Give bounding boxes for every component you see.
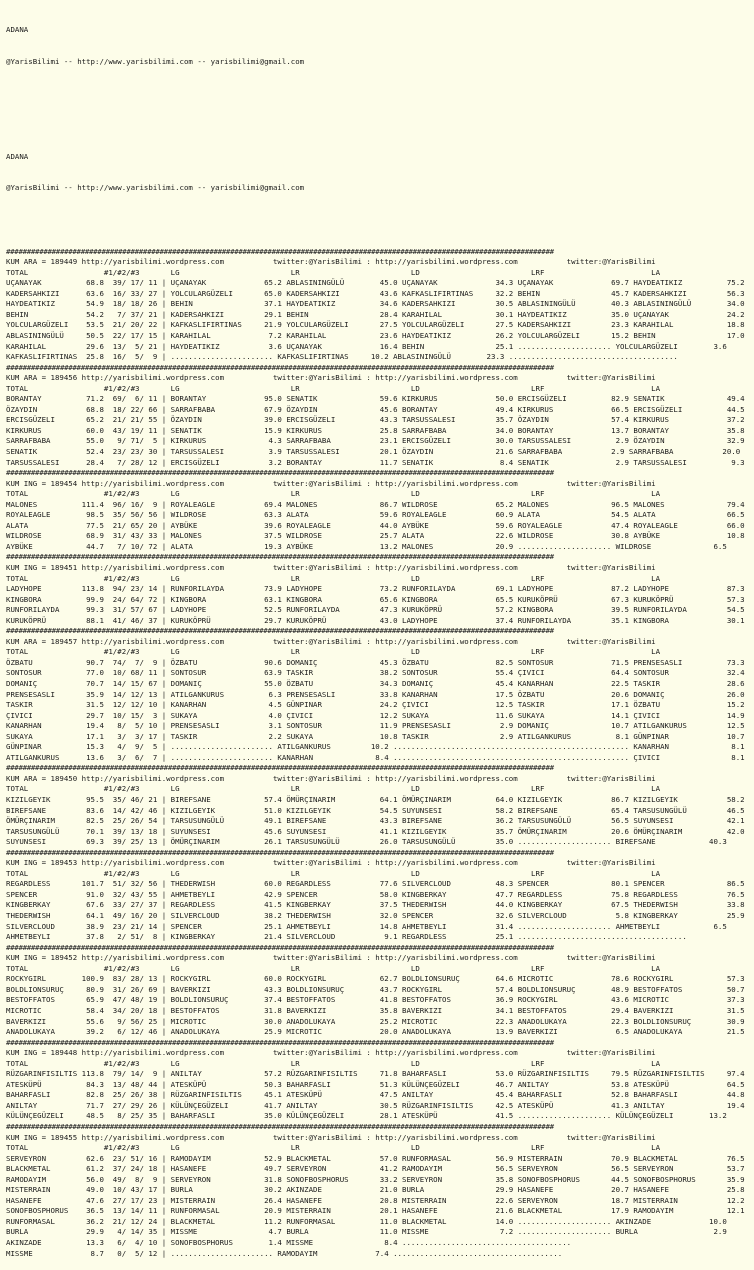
- table-row: ERCISGÜZELI 65.2 21/ 21/ 55 | ÖZAYDIN 39.0 ERCISGÜZELI 43.3 TARSUSSALESI 35.7 ÖZAYDIN 57.4 KIRKURUS 37.2: [6, 415, 745, 425]
- table-row: AKINZADE 13.3 6/ 4/ 10 | SONOFBOSPHORUS 1.4 MISSME 8.4 ......................................: [6, 1237, 572, 1247]
- table-row: PRENSESASLI 35.9 14/ 12/ 13 | ATILGANKURUS 6.3 PRENSESASLI 33.8 KANARHAN 17.5 ÖZBATU 20.6 DOMANIÇ 26.0: [6, 689, 745, 699]
- table-row: KÜLÜNÇEGÜZELI 48.5 8/ 25/ 35 | BAHARFASLI 35.0 KÜLÜNÇEGÜZELI 28.1 ATESKÜPÜ 41.5 ..................... KÜLÜNÇEGÜZELI 13.2: [6, 1111, 727, 1121]
- table-row: KINGBERKAY 67.6 33/ 27/ 37 | REGARDLESS 41.5 KINGBERKAY 37.5 THEDERWISH 44.0 KINGBERKAY 67.5 THEDERWISH 33.8: [6, 900, 745, 910]
- separator-line: ####################################################################################################################################: [6, 246, 554, 256]
- table-row: RUNFORMASAL 36.2 21/ 12/ 24 | BLACKMETAL 11.2 RUNFORMASAL 11.0 BLACKMETAL 14.0 ..................... AKINZADE 10.0: [6, 1216, 727, 1226]
- race-block: [6, 1122, 750, 1259]
- table-row: DOMANIÇ 70.7 14/ 15/ 67 | DOMANIÇ 55.0 ÖZBATU 34.3 DOMANIÇ 45.4 KANARHAN 22.5 TASKIR 28.6: [6, 679, 745, 688]
- race-title: KUM ING = 189448 http://yarisbilimi.wordpress.com twitter:@YarisBilimi : http://yarisbilimi.wordpress.com twitter:@YarisBilimi: [6, 1048, 656, 1058]
- table-row: BIREFSANE 83.6 14/ 42/ 46 | KIZILGEYIK 51.0 KIZILGEYIK 54.5 SUYUNSESI 58.2 BIREFSANE 65.4 TARSUSUNGÜLÜ 46.5: [6, 805, 745, 815]
- document: [6, 4, 750, 1270]
- table-row: BAVERKIZI 55.6 9/ 56/ 25 | MICROTIC 30.0 ANADOLUKAYA 25.2 MICROTIC 22.3 ANADOLUKAYA 22.3 BOLDLIONSURUÇ 30.9: [6, 1016, 745, 1026]
- table-row: KURUKÖPRÜ 88.1 41/ 46/ 37 | KURUKÖPRÜ 29.7 KURUKÖPRÜ 43.0 LADYHOPE 37.4 RUNFORILAYDA 35.1 KINGBORA 30.1: [6, 615, 745, 625]
- table-row: REGARDLESS 101.7 51/ 32/ 56 | THEDERWISH 60.0 REGARDLESS 77.6 SILVERCLOUD 48.3 SPENCER 80.1 SPENCER 86.5: [6, 879, 745, 889]
- table-row: BEHIN 54.2 7/ 37/ 21 | KADERSAHKIZI 29.1 BEHIN 28.4 KARAHILAL 30.1 HAYDEATIKIZ 35.0 UÇANAYAK 24.2: [6, 309, 745, 319]
- table-row: MALONES 111.4 96/ 16/ 9 | ROYALEAGLE 69.4 MALONES 86.7 WILDROSE 65.2 MALONES 96.5 MALONES 79.4: [6, 499, 745, 509]
- table-row: SARRAFBABA 55.0 9/ 71/ 5 | KIRKURUS 4.3 SARRAFBABA 23.1 ERCISGÜZELI 30.0 TARSUSSALESI 2.9 ÖZAYDIN 32.9: [6, 436, 745, 446]
- separator-line: ####################################################################################################################################: [6, 763, 554, 773]
- blank-line: [6, 215, 750, 226]
- table-row: KINGBORA 99.9 24/ 64/ 72 | KINGBORA 63.1 KINGBORA 65.6 KINGBORA 65.5 KURUKÖPRÜ 67.3 KURUKÖPRÜ 57.3: [6, 594, 745, 604]
- race-block: [6, 468, 750, 552]
- table-row: BURLA 29.9 4/ 14/ 35 | MISSME 4.7 BURLA 11.0 MISSME 7.2 ..................... BURLA 2.9: [6, 1227, 727, 1237]
- table-header-row: TOTAL #1/#2/#3 LG LR LD LRF LA: [6, 784, 661, 794]
- table-row: LADYHOPE 113.8 94/ 23/ 14 | RUNFORILAYDA 73.9 LADYHOPE 73.2 RUNFORILAYDA 69.1 LADYHOPE 87.2 LADYHOPE 87.3: [6, 584, 745, 594]
- race-title: KUM ARA = 189450 http://yarisbilimi.wordpress.com twitter:@YarisBilimi : http://yarisbilimi.wordpress.com twitter:@YarisBilimi: [6, 773, 656, 783]
- table-row: BORANTAY 71.2 69/ 6/ 11 | BORANTAY 95.0 SENATIK 59.6 KIRKURUS 50.0 ERCISGÜZELI 82.9 SENATIK 49.4: [6, 394, 745, 404]
- table-row: ANILTAY 71.7 27/ 29/ 26 | KÜLÜNÇEGÜZELI 41.7 ANILTAY 30.5 RÜZGARINFISILTIS 42.5 ATESKÜPÜ 41.3 ANILTAY 19.4: [6, 1100, 745, 1110]
- table-row: KADERSAHKIZI 63.6 16/ 33/ 27 | YOLCULARGÜZELI 65.0 KADERSAHKIZI 43.6 KAFKASLIFIRTINAS 32.2 BEHIN 45.7 KADERSAHKIZI 56.3: [6, 288, 745, 298]
- table-row: SUYUNSESI 69.3 39/ 25/ 13 | ÖMÜRÇINARIM 26.1 TARSUSUNGÜLÜ 26.0 TARSUSUNGÜLÜ 35.0 ..................... BIREFSANE 40.3: [6, 837, 727, 847]
- race-list: [6, 247, 750, 1260]
- table-row: SONOFBOSPHORUS 36.5 13/ 14/ 11 | RUNFORMASAL 20.9 MISTERRAIN 20.1 HASANEFE 21.6 BLACKMETAL 17.9 RAMODAYIM 12.1: [6, 1206, 745, 1216]
- race-title: KUM ING = 189455 http://yarisbilimi.wordpress.com twitter:@YarisBilimi : http://yarisbilimi.wordpress.com twitter:@YarisBilimi: [6, 1132, 656, 1142]
- table-header-row: TOTAL #1/#2/#3 LG LR LD LRF LA: [6, 963, 661, 973]
- separator-line: ####################################################################################################################################: [6, 362, 554, 372]
- table-row: TARSUSSALESI 28.4 7/ 28/ 12 | ERCISGÜZELI 3.2 BORANTAY 11.7 SENATIK 8.4 SENATIK 2.9 TARSUSSALESI 9.3: [6, 457, 745, 467]
- table-row: KARAHILAL 29.6 13/ 5/ 21 | HAYDEATIKIZ 3.6 UÇANAYAK 16.4 BEHIN 25.1 ..................... YOLCULARGÜZELI 3.6: [6, 341, 727, 351]
- table-row: SPENCER 91.0 32/ 43/ 55 | AHMETBEYLI 42.9 SPENCER 58.0 KINGBERKAY 47.7 REGARDLESS 75.8 REGARDLESS 76.5: [6, 889, 745, 899]
- table-row: BESTOFFATOS 65.9 47/ 48/ 19 | BOLDLIONSURUÇ 37.4 BESTOFFATOS 41.8 BESTOFFATOS 36.9 ROCKYGIRL 43.6 MICROTIC 37.3: [6, 995, 745, 1005]
- table-row: ANADOLUKAYA 39.2 6/ 12/ 46 | ANADOLUKAYA 25.9 MICROTIC 20.0 ANADOLUKAYA 13.9 BAVERKIZI 6.5 ANADOLUKAYA 21.5: [6, 1027, 745, 1037]
- table-row: ROCKYGIRL 100.9 83/ 28/ 13 | ROCKYGIRL 60.0 ROCKYGIRL 62.7 BOLDLIONSURUÇ 64.6 MICROTIC 78.6 ROCKYGIRL 57.3: [6, 974, 745, 984]
- table-row: AYBÜKE 44.7 7/ 10/ 72 | ALATA 19.3 AYBÜKE 13.2 MALONES 20.9 ..................... WILDROSE 6.5: [6, 541, 727, 551]
- blank-line: [6, 120, 750, 131]
- table-row: ÇIVICI 29.7 10/ 15/ 3 | SUKAYA 4.0 ÇIVICI 12.2 SUKAYA 11.6 SUKAYA 14.1 ÇIVICI 14.9: [6, 710, 745, 720]
- table-row: BOLDLIONSURUÇ 80.9 31/ 26/ 69 | BAVERKIZI 43.3 BOLDLIONSURUÇ 43.7 ROCKYGIRL 57.4 BOLDLIONSURUÇ 48.9 BESTOFFATOS 50.7: [6, 984, 745, 994]
- race-block: [6, 848, 750, 943]
- table-row: HAYDEATIKIZ 54.9 18/ 18/ 26 | BEHIN 37.1 HAYDEATIKIZ 34.6 KADERSAHKIZI 30.5 ABLASININGÜLÜ 40.3 ABLASININGÜLÜ 34.0: [6, 299, 745, 309]
- separator-line: ####################################################################################################################################: [6, 1037, 554, 1047]
- table-row: TASKIR 31.5 12/ 12/ 10 | KANARHAN 4.5 GÜNPINAR 24.2 ÇIVICI 12.5 TASKIR 17.1 ÖZBATU 15.2: [6, 700, 745, 710]
- table-header-row: TOTAL #1/#2/#3 LG LR LD LRF LA: [6, 1143, 661, 1153]
- table-row: UÇANAYAK 68.8 39/ 17/ 11 | UÇANAYAK 65.2 ABLASININGÜLÜ 45.0 UÇANAYAK 34.3 UÇANAYAK 69.7 HAYDEATIKIZ 75.2: [6, 278, 745, 288]
- table-row: ATILGANKURUS 13.6 3/ 6/ 7 | ....................... KANARHAN 8.4 ..................................................... ÇIVICI 8.1: [6, 752, 745, 762]
- table-row: MICROTIC 58.4 34/ 20/ 18 | BESTOFFATOS 31.8 BAVERKIZI 35.8 BAVERKIZI 34.1 BESTOFFATOS 29.4 BAVERKIZI 31.5: [6, 1005, 745, 1015]
- header-city-repeat: ADANA: [6, 151, 29, 161]
- table-row: KIZILGEYIK 95.5 35/ 46/ 21 | BIREFSANE 57.4 ÖMÜRÇINARIM 64.1 ÖMÜRÇINARIM 64.0 KIZILGEYIK 86.7 KIZILGEYIK 58.2: [6, 795, 745, 805]
- table-row: HASANEFE 47.6 27/ 17/ 23 | MISTERRAIN 26.4 HASANEFE 20.8 MISTERRAIN 22.6 SERVEYRON 18.7 MISTERRAIN 12.2: [6, 1195, 745, 1205]
- table-row: THEDERWISH 64.1 49/ 16/ 20 | SILVERCLOUD 38.2 THEDERWISH 32.0 SPENCER 32.6 SILVERCLOUD 5.8 KINGBERKAY 25.9: [6, 911, 745, 921]
- table-row: RUNFORILAYDA 99.3 31/ 57/ 67 | LADYHOPE 52.5 RUNFORILAYDA 47.3 KURUKÖPRÜ 57.2 KINGBORA 39.5 RUNFORILAYDA 54.5: [6, 605, 745, 615]
- table-header-row: TOTAL #1/#2/#3 LG LR LD LRF LA: [6, 573, 661, 583]
- race-block: [6, 626, 750, 763]
- table-row: AHMETBEYLI 37.8 2/ 51/ 8 | KINGBERKAY 21.4 SILVERCLOUD 9.1 REGARDLESS 25.1 ......................................: [6, 932, 687, 942]
- table-header-row: TOTAL #1/#2/#3 LG LR LD LRF LA: [6, 868, 661, 878]
- race-block: [6, 943, 750, 1038]
- table-row: ÖMÜRÇINARIM 82.5 25/ 26/ 54 | TARSUSUNGÜLÜ 49.1 BIREFSANE 43.3 BIREFSANE 36.2 TARSUSUNGÜLÜ 56.5 SUYUNSESI 42.1: [6, 816, 745, 826]
- race-title: KUM ING = 189452 http://yarisbilimi.wordpress.com twitter:@YarisBilimi : http://yarisbilimi.wordpress.com twitter:@YarisBilimi: [6, 953, 656, 963]
- table-row: RAMODAYIM 56.0 49/ 8/ 9 | SERVEYRON 31.8 SONOFBOSPHORUS 33.2 SERVEYRON 35.8 SONOFBOSPHORUS 44.5 SONOFBOSPHORUS 35.9: [6, 1174, 745, 1184]
- table-header-row: TOTAL #1/#2/#3 LG LR LD LRF LA: [6, 267, 661, 277]
- table-row: MISSME 8.7 0/ 5/ 12 | ....................... RAMODAYIM 7.4 ......................................: [6, 1248, 563, 1258]
- table-header-row: TOTAL #1/#2/#3 LG LR LD LRF LA: [6, 647, 661, 657]
- table-row: RÜZGARINFISILTIS 113.8 79/ 14/ 9 | ANILTAY 57.2 RÜZGARINFISILTIS 71.8 BAHARFASLI 53.0 RÜZGARINFISILTIS 79.5 RÜZGARINFISILTIS 97.4: [6, 1069, 745, 1079]
- table-row: SUKAYA 17.1 3/ 3/ 17 | TASKIR 2.2 SUKAYA 10.8 TASKIR 2.9 ATILGANKURUS 8.1 GÜNPINAR 10.7: [6, 731, 745, 741]
- race-block: [6, 552, 750, 626]
- separator-line: ####################################################################################################################################: [6, 552, 554, 562]
- table-row: GÜNPINAR 15.3 4/ 9/ 5 | ....................... ATILGANKURUS 10.2 ..................................................... KANARHAN 8.1: [6, 742, 745, 752]
- separator-line: ####################################################################################################################################: [6, 1121, 554, 1131]
- separator-line: ####################################################################################################################################: [6, 626, 554, 636]
- table-row: KIRKURUS 60.0 43/ 19/ 11 | SENATIK 15.9 KIRKURUS 25.8 SARRAFBABA 34.0 BORANTAY 13.7 BORANTAY 35.8: [6, 425, 745, 435]
- table-row: BAHARFASLI 82.8 25/ 26/ 38 | RÜZGARINFISILTIS 45.1 ATESKÜPÜ 47.5 ANILTAY 45.4 BAHARFASLI 52.8 BAHARFASLI 44.8: [6, 1090, 745, 1100]
- race-block: [6, 1038, 750, 1122]
- table-row: MISTERRAIN 49.0 10/ 43/ 17 | BURLA 30.2 AKINZADE 21.0 BURLA 29.9 HASANEFE 20.7 HASANEFE 25.8: [6, 1185, 745, 1195]
- race-title: KUM ARA = 189457 http://yarisbilimi.wordpress.com twitter:@YarisBilimi : http://yarisbilimi.wordpress.com twitter:@YarisBilimi: [6, 636, 656, 646]
- race-title: KUM ING = 189453 http://yarisbilimi.wordpress.com twitter:@YarisBilimi : http://yarisbilimi.wordpress.com twitter:@YarisBilimi: [6, 858, 656, 868]
- separator-line: ####################################################################################################################################: [6, 847, 554, 857]
- table-row: ABLASININGÜLÜ 50.5 22/ 17/ 15 | KARAHILAL 7.2 KARAHILAL 23.6 HAYDEATIKIZ 26.2 YOLCULARGÜZELI 15.2 BEHIN 17.0: [6, 330, 745, 340]
- race-block: [6, 763, 750, 847]
- table-header-row: TOTAL #1/#2/#3 LG LR LD LRF LA: [6, 1058, 661, 1068]
- table-row: SENATIK 52.4 23/ 23/ 30 | TARSUSSALESI 3.9 TARSUSSALESI 20.1 ÖZAYDIN 21.6 SARRAFBABA 2.9 SARRAFBABA 20.0: [6, 446, 741, 456]
- table-header-row: TOTAL #1/#2/#3 LG LR LD LRF LA: [6, 383, 661, 393]
- table-row: SILVERCLOUD 38.9 23/ 21/ 14 | SPENCER 25.1 AHMETBEYLI 14.8 AHMETBEYLI 31.4 ..................... AHMETBEYLI 6.5: [6, 921, 727, 931]
- header-city: ADANA: [6, 25, 29, 35]
- table-header-row: TOTAL #1/#2/#3 LG LR LD LRF LA: [6, 489, 661, 499]
- race-title: KUM ING = 189451 http://yarisbilimi.wordpress.com twitter:@YarisBilimi : http://yarisbilimi.wordpress.com twitter:@YarisBilimi: [6, 562, 656, 572]
- table-row: ROYALEAGLE 98.5 35/ 56/ 56 | WILDROSE 63.3 ALATA 59.6 ROYALEAGLE 60.9 ALATA 54.5 ALATA 66.5: [6, 510, 745, 520]
- race-title: KUM ARA = 189449 http://yarisbilimi.wordpress.com twitter:@YarisBilimi : http://yarisbilimi.wordpress.com twitter:@YarisBilimi: [6, 257, 656, 267]
- table-row: BLACKMETAL 61.2 37/ 24/ 18 | HASANEFE 49.7 SERVEYRON 41.2 RAMODAYIM 56.5 SERVEYRON 56.5 SERVEYRON 53.7: [6, 1164, 745, 1174]
- race-block: [6, 247, 750, 363]
- table-row: KAFKASLIFIRTINAS 25.8 16/ 5/ 9 | ....................... KAFKASLIFIRTINAS 10.2 ABLASININGÜLÜ 23.3 ......................................: [6, 352, 678, 362]
- race-title: KUM ARA = 189456 http://yarisbilimi.wordpress.com twitter:@YarisBilimi : http://yarisbilimi.wordpress.com twitter:@YarisBilimi: [6, 373, 656, 383]
- race-title: KUM ING = 189454 http://yarisbilimi.wordpress.com twitter:@YarisBilimi : http://yarisbilimi.wordpress.com twitter:@YarisBilimi: [6, 478, 656, 488]
- table-row: SERVEYRON 62.6 23/ 51/ 16 | RAMODAYIM 52.9 BLACKMETAL 57.0 RUNFORMASAL 56.9 MISTERRAIN 70.9 BLACKMETAL 76.5: [6, 1153, 745, 1163]
- table-row: YOLCULARGÜZELI 53.5 21/ 20/ 22 | KAFKASLIFIRTINAS 21.9 YOLCULARGÜZELI 27.5 YOLCULARGÜZELI 27.5 KADERSAHKIZI 23.3 KARAHILAL 18.8: [6, 320, 745, 330]
- table-row: SONTOSUR 77.0 10/ 68/ 11 | SONTOSUR 63.9 TASKIR 38.2 SONTOSUR 55.4 ÇIVICI 64.4 SONTOSUR 32.4: [6, 668, 745, 678]
- race-block: [6, 363, 750, 468]
- table-row: ALATA 77.5 21/ 65/ 20 | AYBÜKE 39.6 ROYALEAGLE 44.0 AYBÜKE 59.6 ROYALEAGLE 47.4 ROYALEAGLE 66.0: [6, 520, 745, 530]
- table-row: ÖZAYDIN 68.8 18/ 22/ 66 | SARRAFBABA 67.9 ÖZAYDIN 45.6 BORANTAY 49.4 KIRKURUS 66.5 ERCISGÜZELI 44.5: [6, 404, 745, 414]
- table-row: ÖZBATU 90.7 74/ 7/ 9 | ÖZBATU 90.6 DOMANIÇ 45.3 ÖZBATU 82.5 SONTOSUR 71.5 PRENSESASLI 73.3: [6, 657, 745, 667]
- table-row: TARSUSUNGÜLÜ 70.1 39/ 13/ 18 | SUYUNSESI 45.6 SUYUNSESI 41.1 KIZILGEYIK 35.7 ÖMÜRÇINARIM 20.6 ÖMÜRÇINARIM 42.0: [6, 826, 745, 836]
- header-contact-repeat: @YarisBilimi -- http://www.yarisbilimi.com -- yarisbilimi@gmail.com: [6, 183, 305, 193]
- table-row: WILDROSE 68.9 31/ 43/ 33 | MALONES 37.5 WILDROSE 25.7 ALATA 22.6 WILDROSE 30.8 AYBÜKE 10.8: [6, 531, 745, 541]
- blank-line: [6, 88, 750, 99]
- table-row: ATESKÜPÜ 84.3 13/ 48/ 44 | ATESKÜPÜ 50.3 BAHARFASLI 51.3 KÜLÜNÇEGÜZELI 46.7 ANILTAY 53.8 ATESKÜPÜ 64.5: [6, 1079, 745, 1089]
- table-row: KANARHAN 19.4 8/ 5/ 10 | PRENSESASLI 3.1 SONTOSUR 11.9 PRENSESASLI 2.9 DOMANIÇ 10.7 ATILGANKURUS 12.5: [6, 721, 745, 731]
- separator-line: ####################################################################################################################################: [6, 468, 554, 478]
- header-contact: @YarisBilimi -- http://www.yarisbilimi.com -- yarisbilimi@gmail.com: [6, 56, 305, 66]
- separator-line: ####################################################################################################################################: [6, 942, 554, 952]
